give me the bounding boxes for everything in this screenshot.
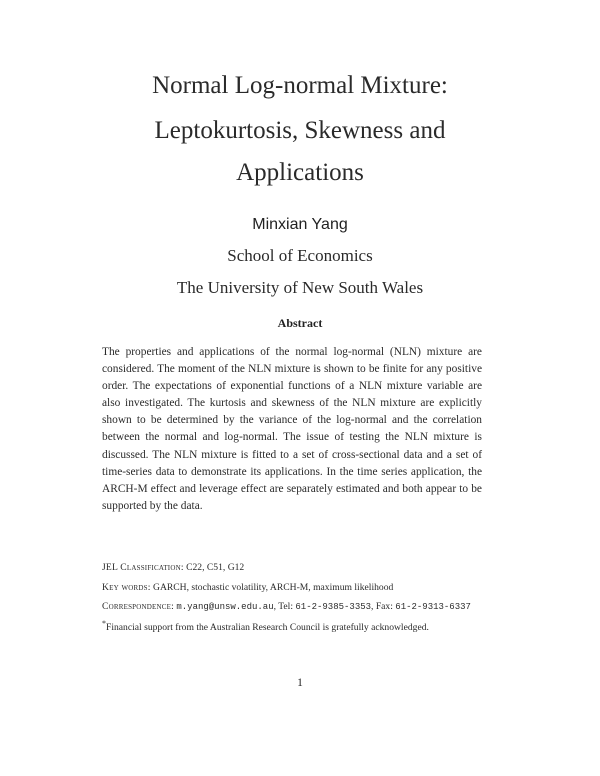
title-line-1: Normal Log-normal Mixture: [152,72,448,99]
title-line-3: Applications [236,159,364,186]
correspondence [102,601,502,612]
jel-label: JEL Classification: [102,562,184,573]
keywords-label: Key words: [102,582,151,593]
affiliation-university: The University of New South Wales [176,278,424,297]
correspondence-label: Correspondence: [102,601,174,612]
tel-number: 61-2-9385-3353 [295,602,372,612]
fax-number: 61-2-9313-6337 [395,602,471,612]
author-name: Minxian Yang [252,216,348,233]
abstract-heading: Abstract [277,316,323,330]
keywords-value: GARCH, stochastic volatility, ARCH-M, maximum likelihood [153,582,394,593]
funding-text: Financial support from the Australian Research Council is gratefully acknowledged. [106,622,429,634]
abstract-text: The properties and applications of the normal log-normal (NLN) mixture are considered. The moment of the NLN mixture is shown to be finite for any positive order. The expectations of exponential functions of a NLN mixture variable are also investigated. The kurtosis and skewness of the NLN mixture are explicitly shown to be determined by the variance of the log-normal and the correlation between the normal and log-normal. The issue of testing the NLN mixture is discussed. The NLN mixture is fitted to a set of cross-sectional data and a set of time-series data to demonstrate its applications. In the time series application, the ARCH-M effect and leverage effect are separately estimated and both appear to be supported by the data. [102,346,482,512]
jel-classification [102,562,502,573]
email-address: m.yang@unsw.edu.au [176,602,274,612]
affiliation-school: School of Economics [227,246,373,265]
fax-label: , Fax: [371,601,393,612]
tel-label: , Tel: [273,601,293,612]
jel-value: C22, C51, G12 [186,562,245,573]
footnote-marker: * [102,619,106,628]
funding-footnote [102,619,502,633]
page-number: 1 [297,677,303,689]
keywords [102,582,502,593]
title-line-2: Leptokurtosis, Skewness and [154,117,446,144]
